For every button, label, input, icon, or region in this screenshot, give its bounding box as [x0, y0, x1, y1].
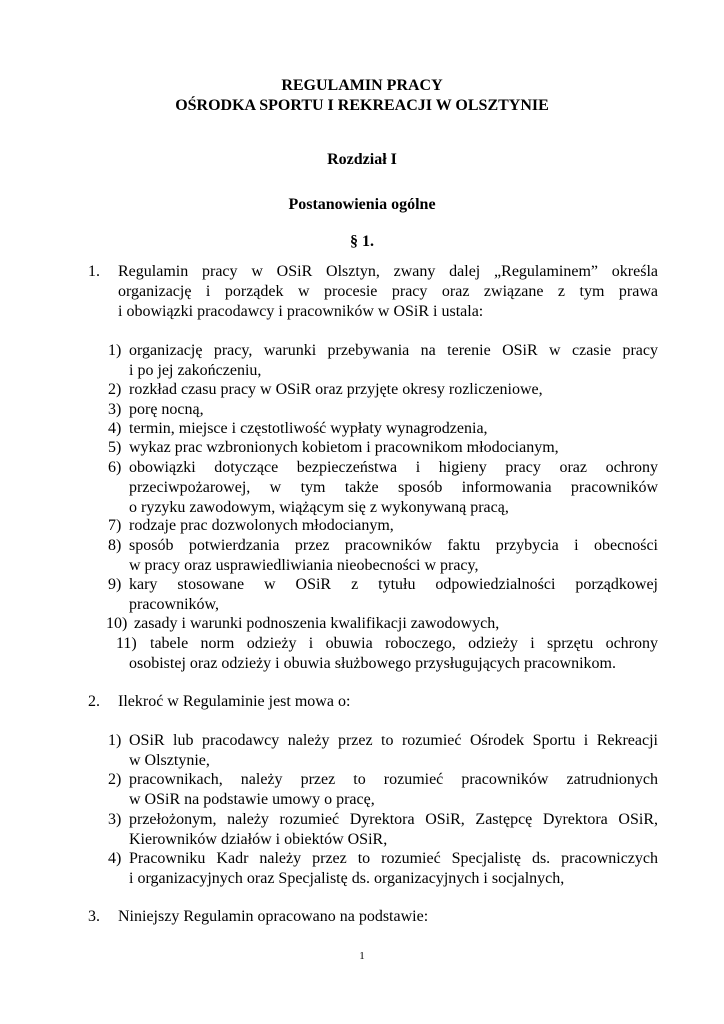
sub-number: 9)	[108, 576, 122, 593]
text-line: Ilekroć w Regulaminie jest mowa o:	[118, 693, 351, 710]
text-line: rozkład czasu pracy w OSiR oraz przyjęte okresy rozliczeniowe,	[129, 381, 543, 398]
sub-text	[129, 438, 658, 458]
sub-number: 10)	[106, 615, 128, 632]
list-number: 2.	[88, 693, 100, 710]
text-line: kary stosowane w OSiR z tytułu odpowiedzialności porządkowej	[129, 576, 658, 593]
sub-number: 11)	[116, 635, 137, 652]
sub-text	[129, 810, 658, 850]
text-line: o ryzyku zawodowym, wiążącym się z wykonywaną pracą,	[129, 499, 509, 516]
sub-text	[129, 458, 658, 518]
sub-number: 6)	[108, 459, 122, 476]
text-line: organizację i porządek w procesie pracy oraz związane z tym prawa	[118, 283, 658, 300]
sub-number: 2)	[108, 771, 122, 788]
sub-text	[129, 400, 658, 420]
sub-text	[129, 419, 658, 439]
sub-number: 4)	[108, 850, 122, 867]
text-line: Kierowników działów i obiektów OSiR,	[129, 831, 388, 848]
text-line: termin, miejsce i częstotliwość wypłaty wynagrodzenia,	[129, 420, 488, 437]
sub-text	[129, 575, 658, 615]
text-line: zasady i warunki podnoszenia kwalifikacji zawodowych,	[134, 615, 500, 632]
sub-number: 3)	[108, 811, 122, 828]
document-title-line2: OŚRODKA SPORTU I REKREACJI W OLSZTYNIE	[175, 97, 549, 114]
text-line: sposób potwierdzania przez pracowników faktu przybycia i obecności	[129, 537, 658, 554]
sub-text	[134, 614, 658, 634]
text-line: przełożonym, należy rozumieć Dyrektora OSiR, Zastępcę Dyrektora OSiR,	[129, 811, 658, 828]
text-line: w Olsztynie,	[129, 752, 210, 769]
sub-number: 7)	[108, 517, 122, 534]
text-line: i po jej zakończeniu,	[129, 362, 262, 379]
text-line: tabele norm odzieży i obuwia roboczego, odzieży i sprzętu ochrony	[150, 635, 658, 652]
text-line: przeciwpożarowej, w tym także sposób informowania pracowników	[129, 479, 658, 496]
text-line: rodzaje prac dozwolonych młodocianym,	[129, 517, 394, 534]
list-item-text	[118, 907, 658, 927]
page-number: 1	[359, 950, 365, 962]
text-line: pracowników,	[129, 596, 220, 613]
sub-number: 1)	[108, 732, 122, 749]
text-line: w pracy oraz usprawiedliwiania nieobecności w pracy,	[129, 557, 479, 574]
text-line: i obowiązki pracodawcy i pracowników w OSiR i ustala:	[118, 303, 484, 320]
chapter-title: Postanowienia ogólne	[288, 196, 436, 213]
text-line: obowiązki dotyczące bezpieczeństwa i higieny pracy oraz ochrony	[129, 459, 658, 476]
text-line: wykaz prac wzbronionych kobietom i pracownikom młodocianym,	[129, 439, 559, 456]
text-line: i organizacyjnych oraz Specjalistę ds. organizacyjnych i socjalnych,	[129, 870, 565, 887]
sub-text	[129, 654, 658, 674]
chapter-heading: Rozdział I	[327, 151, 397, 168]
sub-number: 4)	[108, 420, 122, 437]
list-item-text	[118, 262, 658, 322]
text-line: pracownikach, należy przez to rozumieć pracowników zatrudnionych	[129, 771, 658, 788]
text-line: osobistej oraz odzieży i obuwia służbowego przysługujących pracownikom.	[129, 655, 616, 672]
sub-number: 8)	[108, 537, 122, 554]
sub-text	[129, 849, 658, 889]
sub-text	[129, 380, 658, 400]
text-line: OSiR lub pracodawcy należy przez to rozumieć Ośrodek Sportu i Rekreacji	[129, 732, 658, 749]
section-heading: § 1.	[350, 233, 374, 250]
sub-text	[129, 341, 658, 381]
text-line: w OSiR na podstawie umowy o pracę,	[129, 791, 375, 808]
list-item-text	[118, 692, 658, 712]
text-line: organizację pracy, warunki przebywania na terenie OSiR w czasie pracy	[129, 342, 658, 359]
text-line: Pracowniku Kadr należy przez to rozumieć Specjalistę ds. pracowniczych	[129, 850, 658, 867]
document-title-line1: REGULAMIN PRACY	[281, 77, 443, 94]
text-line: Regulamin pracy w OSiR Olsztyn, zwany dalej „Regulaminem” określa	[118, 263, 658, 280]
sub-text	[129, 731, 658, 771]
sub-number: 3)	[108, 401, 122, 418]
text-line: porę nocną,	[129, 401, 204, 418]
list-number: 1.	[88, 263, 100, 280]
sub-number: 1)	[108, 342, 122, 359]
list-number: 3.	[88, 908, 100, 925]
sub-text	[150, 634, 658, 654]
sub-text	[129, 516, 658, 536]
sub-number: 5)	[108, 439, 122, 456]
sub-number: 2)	[108, 381, 122, 398]
text-line: Niniejszy Regulamin opracowano na podstawie:	[118, 908, 429, 925]
sub-text	[129, 536, 658, 576]
sub-text	[129, 770, 658, 810]
